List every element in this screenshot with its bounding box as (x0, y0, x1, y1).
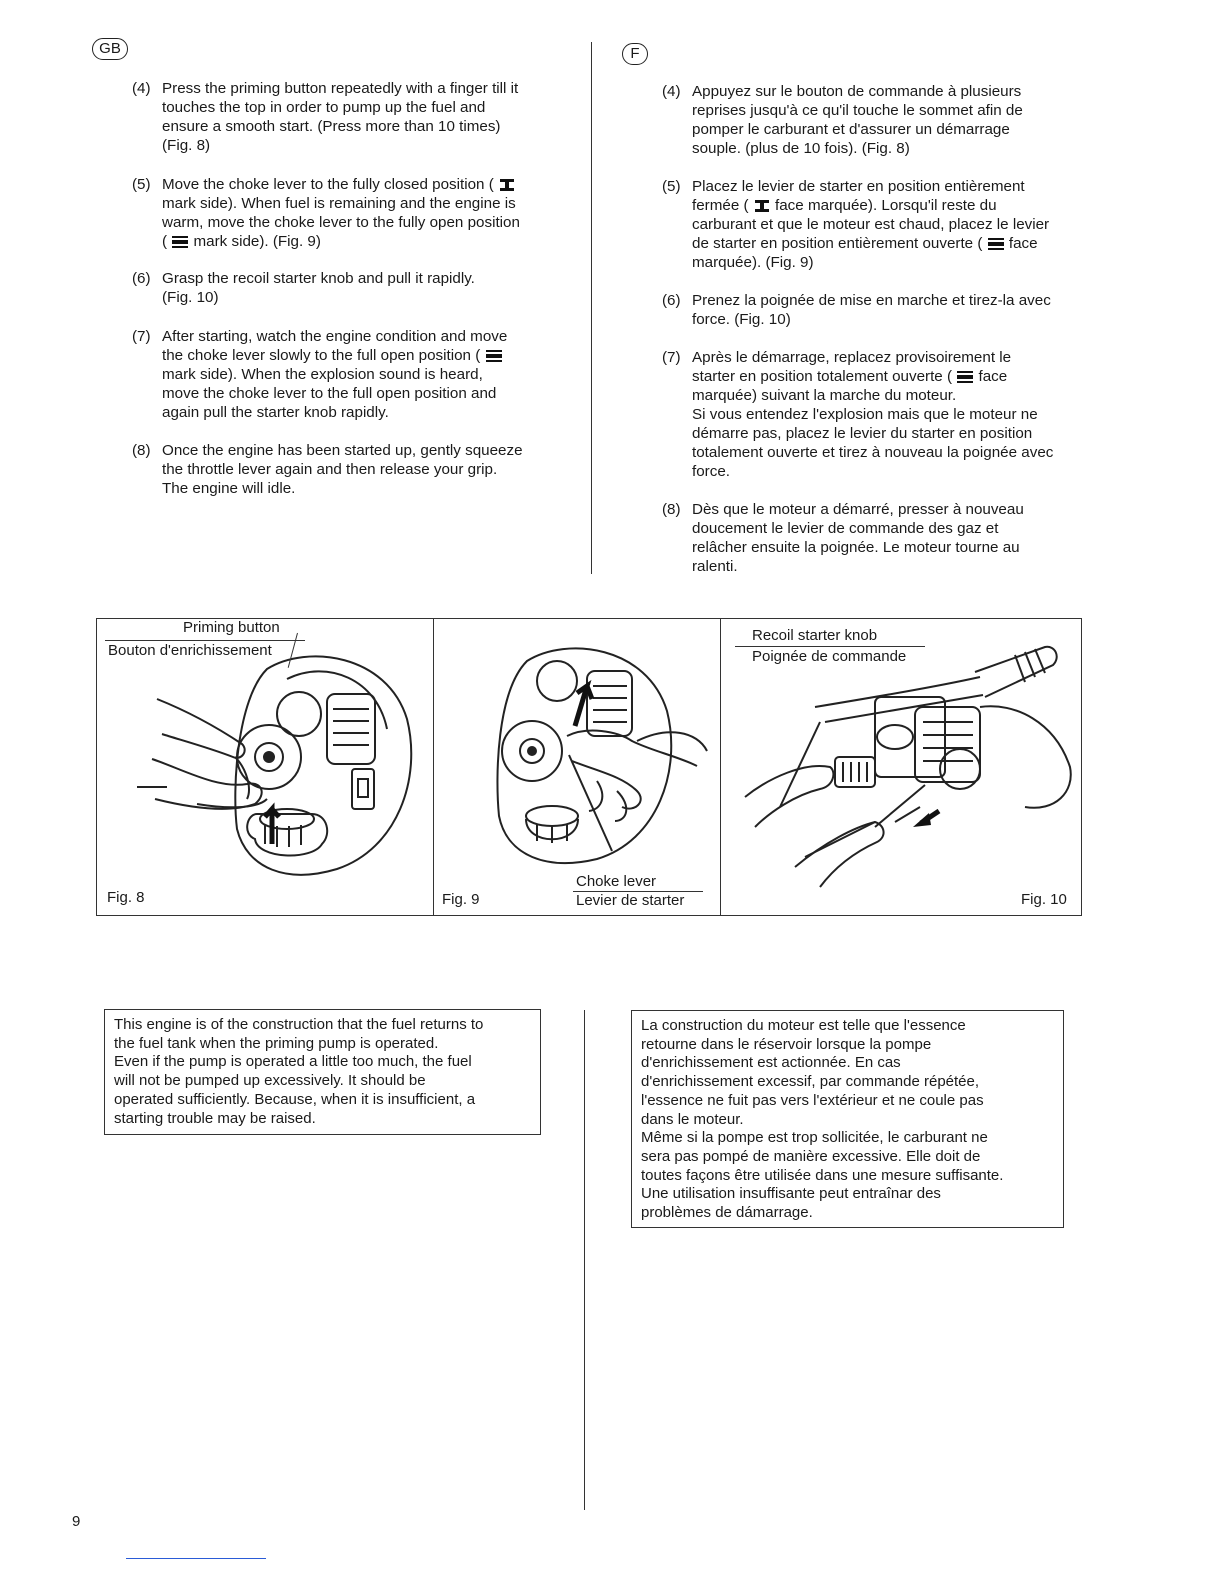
text-line: Even if the pump is operated a little too much, the fuel (114, 1053, 472, 1071)
step-number: (6) (662, 292, 681, 309)
text-line: marquée) suivant la marche du moteur. (692, 387, 957, 404)
fig10-callout-en: Recoil starter knob (752, 627, 878, 644)
text-line: d'enrichissement excessif, par commande répétée, (641, 1073, 980, 1091)
fig8-label: Fig. 8 (107, 889, 145, 906)
text-line: marquée). (Fig. 9) (692, 254, 814, 271)
choke-open-icon (485, 349, 503, 363)
text-line: operated sufficiently. Because, when it is insufficient, a (114, 1090, 476, 1108)
text-line: the choke lever slowly to the full open position ( (162, 347, 481, 364)
step-number: (4) (662, 83, 681, 100)
text-line: force. (Fig. 10) (692, 311, 791, 328)
step-number: (7) (132, 328, 151, 345)
bottom-column-divider (584, 1010, 585, 1510)
choke-closed-icon (753, 198, 771, 214)
text-line: Press the priming button repeatedly with a finger till it (162, 80, 519, 97)
step-number: (5) (662, 178, 681, 195)
fig8-callout-fr: Bouton d'enrichissement (108, 642, 272, 659)
callout-underline (735, 646, 925, 647)
fig8-priming-illustration (137, 639, 427, 894)
text-line: mark side). (Fig. 9) (193, 233, 321, 250)
text-line: Placez le levier de starter en position entièrement (692, 178, 1025, 195)
note-box-en (104, 1009, 541, 1135)
text-line: démarre pas, placez le levier du starter en position (692, 425, 1033, 442)
text-line: Une utilisation insuffisante peut entraînar des (641, 1185, 941, 1203)
fig9-choke-illustration (457, 631, 717, 876)
text-line: Dès que le moteur a démarré, presser à nouveau (692, 501, 1024, 518)
figure-strip (96, 618, 1082, 916)
text-line: force. (692, 463, 730, 480)
fig8-callout-en: Priming button (183, 619, 280, 636)
gb-language-badge: GB (92, 38, 128, 60)
text-line: dans le moteur. (641, 1110, 744, 1128)
text-line: reprises jusqu'à ce qu'il touche le sommet afin de (692, 102, 1023, 119)
fig10-label: Fig. 10 (1021, 891, 1067, 908)
step-number: (5) (132, 176, 151, 193)
text-line: the throttle lever again and then release your grip. (162, 461, 498, 478)
text-line: Grasp the recoil starter knob and pull it rapidly. (162, 270, 475, 287)
fig9-label: Fig. 9 (442, 891, 480, 908)
step-number: (7) (662, 349, 681, 366)
text-line: totalement ouverte et tirez à nouveau la poignée avec (692, 444, 1054, 461)
text-line: face marquée). Lorsqu'il reste du (775, 197, 997, 214)
text-line: sera pas pompé de manière excessive. Elle doit de (641, 1147, 981, 1165)
text-line: carburant et que le moteur est chaud, placez le levier (692, 216, 1050, 233)
text-line: de starter en position entièrement ouverte ( (692, 235, 983, 252)
choke-closed-icon (498, 177, 516, 193)
text-line: problèmes de dámarrage. (641, 1204, 813, 1222)
top-column-divider (591, 42, 592, 574)
text-line: toutes façons être utilisée dans une mesure suffisante. (641, 1166, 1004, 1184)
fig10-recoil-illustration (725, 627, 1075, 907)
text-line: again pull the starter knob rapidly. (162, 404, 389, 421)
text-line: (Fig. 10) (162, 289, 219, 306)
text-line: Même si la pompe est trop sollicitée, le carburant ne (641, 1129, 988, 1147)
text-line: Après le démarrage, replacez provisoirement le (692, 349, 1012, 366)
text-line: mark side). When fuel is remaining and the engine is (162, 195, 516, 212)
text-line: (Fig. 8) (162, 137, 211, 154)
step-number: (4) (132, 80, 151, 97)
note-box-fr (631, 1010, 1064, 1228)
text-line: move the choke lever to the full open position and (162, 385, 497, 402)
text-line: face (1008, 235, 1038, 252)
text-line: Once the engine has been started up, gently squeeze (162, 442, 523, 459)
text-line: the fuel tank when the priming pump is operated. (114, 1034, 439, 1052)
f-language-badge: F (622, 43, 648, 65)
text-line: retourne dans le réservoir lorsque la pompe (641, 1035, 932, 1053)
text-line: Si vous entendez l'explosion mais que le moteur ne (692, 406, 1038, 423)
fig10-callout-fr: Poignée de commande (752, 648, 907, 665)
figure-divider (433, 619, 434, 915)
text-line: This engine is of the construction that the fuel returns to (114, 1016, 484, 1033)
step-number: (8) (132, 442, 151, 459)
text-line: Move the choke lever to the fully closed position ( (162, 176, 494, 193)
text-line: d'enrichissement est actionnée. En cas (641, 1054, 901, 1072)
text-line: relâcher ensuite la poignée. Le moteur tourne au (692, 539, 1020, 556)
text-line: touches the top in order to pump up the fuel and (162, 99, 486, 116)
text-line: l'essence ne fuit pas vers l'extérieur et ne coule pas (641, 1091, 984, 1109)
text-line: souple. (plus de 10 fois). (Fig. 8) (692, 140, 910, 157)
step-number: (6) (132, 270, 151, 287)
bottom-link-underline (126, 1558, 266, 1559)
choke-open-icon (956, 370, 974, 384)
callout-underline (105, 640, 305, 641)
text-line: will not be pumped up excessively. It should be (114, 1072, 426, 1090)
text-line: After starting, watch the engine condition and move (162, 328, 508, 345)
step-number: (8) (662, 501, 681, 518)
choke-open-icon (171, 235, 189, 249)
text-line: pomper le carburant et d'assurer un démarrage (692, 121, 1010, 138)
text-line: La construction du moteur est telle que l'essence (641, 1017, 966, 1034)
fig9-callout-en: Choke lever (576, 873, 657, 890)
text-line: doucement le levier de commande des gaz et (692, 520, 999, 537)
figure-divider (720, 619, 721, 915)
page-number: 9 (72, 1513, 81, 1530)
text-line: mark side). When the explosion sound is heard, (162, 366, 483, 383)
text-line: ralenti. (692, 558, 738, 575)
text-line: fermée ( (692, 197, 749, 214)
text-line: Prenez la poignée de mise en marche et tirez-la avec (692, 292, 1051, 309)
text-line: Appuyez sur le bouton de commande à plusieurs (692, 83, 1022, 100)
text-line: starting trouble may be raised. (114, 1109, 316, 1127)
choke-open-icon (987, 237, 1005, 251)
fig9-callout-fr: Levier de starter (576, 892, 685, 909)
text-line: warm, move the choke lever to the fully open position (162, 214, 520, 231)
text-line: starter en position totalement ouverte ( (692, 368, 953, 385)
text-line: face (978, 368, 1008, 385)
text-line: The engine will idle. (162, 480, 296, 497)
text-line: ensure a smooth start. (Press more than 10 times) (162, 118, 501, 135)
